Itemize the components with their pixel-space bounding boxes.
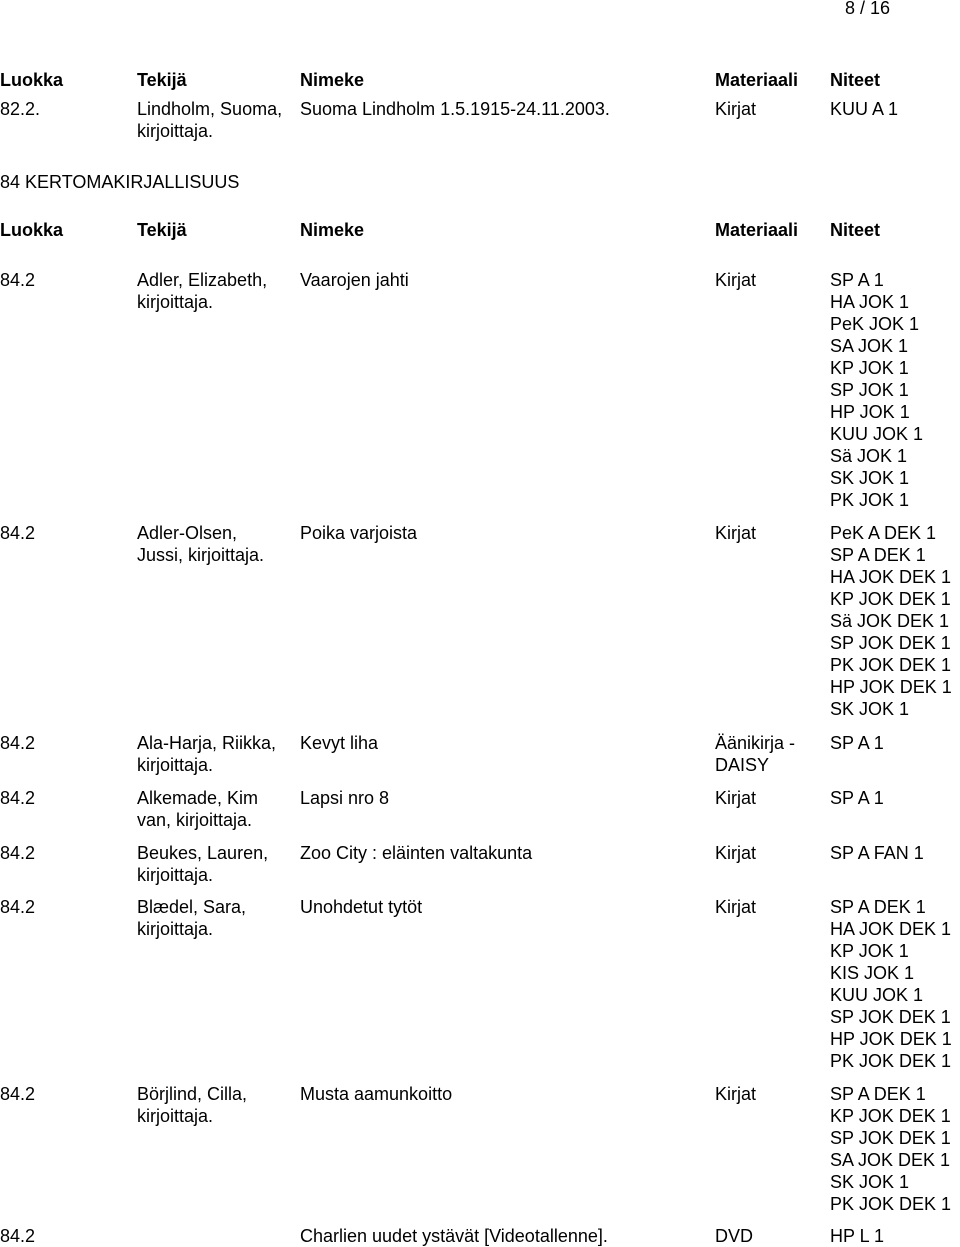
row-niteet-line: PK JOK 1 (830, 490, 910, 510)
row-luokka: 84.2 (0, 897, 36, 917)
row-tekija-line: Beukes, Lauren, (137, 843, 269, 863)
row-niteet-line: SK JOK 1 (830, 1172, 910, 1192)
row-niteet-line: KUU JOK 1 (830, 424, 924, 444)
row-nimeke: Charlien uudet ystävät [Videotallenne]. (300, 1226, 608, 1246)
row-luokka: 84.2 (0, 1084, 36, 1104)
row-niteet-line: HA JOK DEK 1 (830, 919, 952, 939)
row-luokka: 84.2 (0, 788, 36, 808)
row-nimeke: Suoma Lindholm 1.5.1915-24.11.2003. (300, 99, 610, 119)
header-tekija: Tekijä (137, 70, 187, 90)
row-nimeke: Kevyt liha (300, 733, 379, 753)
row-materiaali-line: DAISY (715, 755, 770, 775)
row-niteet-line: HA JOK 1 (830, 292, 910, 312)
row-luokka: 84.2 (0, 733, 36, 753)
row-niteet-line: PK JOK DEK 1 (830, 655, 952, 675)
page-number: 8 / 16 (844, 0, 890, 18)
row-tekija-line: kirjoittaja. (137, 292, 214, 312)
row-tekija-line: Blædel, Sara, (137, 897, 247, 917)
row-materiaali-line: Kirjat (715, 523, 757, 543)
row-luokka: 84.2 (0, 270, 36, 290)
row-niteet (830, 269, 923, 511)
row-tekija-line: Jussi, kirjoittaja. (137, 545, 265, 565)
row-niteet-line: HA JOK DEK 1 (830, 567, 952, 587)
row-niteet (830, 896, 952, 1072)
row-tekija-line: kirjoittaja. (137, 919, 214, 939)
row-materiaali (715, 1225, 753, 1247)
row-niteet-line: HP JOK DEK 1 (830, 677, 952, 697)
row-niteet-line: HP JOK 1 (830, 402, 910, 422)
row-tekija (137, 1083, 247, 1127)
row-niteet-line: PeK A DEK 1 (830, 523, 937, 543)
row-materiaali (715, 842, 756, 864)
row-niteet-line: PK JOK DEK 1 (830, 1194, 952, 1214)
row-materiaali (715, 269, 756, 291)
row-tekija (137, 269, 267, 313)
row-materiaali-line: Kirjat (715, 897, 757, 917)
row-niteet (830, 787, 884, 809)
header-nimeke: Nimeke (300, 70, 365, 90)
row-niteet (830, 1225, 884, 1247)
row-niteet-line: Sä JOK DEK 1 (830, 611, 950, 631)
row-niteet-line: PK JOK DEK 1 (830, 1051, 952, 1071)
row-niteet-line: SP JOK DEK 1 (830, 633, 951, 653)
row-nimeke: Poika varjoista (300, 523, 418, 543)
row-materiaali (715, 1083, 756, 1105)
row-materiaali (715, 522, 756, 544)
row-niteet-line: SP A 1 (830, 270, 884, 290)
row-tekija-line: kirjoittaja. (137, 865, 214, 885)
section-title: 84 KERTOMAKIRJALLISUUS (0, 172, 240, 192)
row-niteet-line: SP JOK DEK 1 (830, 1128, 951, 1148)
row-niteet: KUU A 1 (830, 99, 899, 119)
row-materiaali-line: Kirjat (715, 270, 757, 290)
row-niteet-line: KP JOK DEK 1 (830, 589, 951, 609)
row-tekija-line: Adler-Olsen, (137, 523, 238, 543)
header-materiaali: Materiaali (715, 70, 799, 90)
row-niteet-line: KUU JOK 1 (830, 985, 924, 1005)
row-nimeke: Unohdetut tytöt (300, 897, 423, 917)
row-materiaali-line: DVD (715, 1226, 754, 1246)
row-tekija-line: Ala-Harja, Riikka, (137, 733, 277, 753)
row-niteet (830, 1083, 951, 1215)
header-luokka: Luokka (0, 220, 64, 240)
row-niteet-line: SP A DEK 1 (830, 897, 926, 917)
row-niteet-line: SA JOK DEK 1 (830, 1150, 951, 1170)
row-materiaali: Kirjat (715, 99, 757, 119)
row-materiaali-line: Kirjat (715, 1084, 757, 1104)
row-materiaali (715, 787, 756, 809)
row-niteet-line: PeK JOK 1 (830, 314, 920, 334)
header-niteet: Niteet (830, 70, 881, 90)
header-niteet: Niteet (830, 220, 881, 240)
header-materiaali: Materiaali (715, 220, 799, 240)
header-nimeke: Nimeke (300, 220, 365, 240)
row-niteet-line: SP A DEK 1 (830, 545, 926, 565)
row-nimeke: Musta aamunkoitto (300, 1084, 453, 1104)
row-tekija-line: kirjoittaja. (137, 1106, 214, 1126)
row-materiaali-line: Äänikirja - (715, 733, 796, 753)
row-luokka: 84.2 (0, 1226, 36, 1246)
row-nimeke: Vaarojen jahti (300, 270, 409, 290)
row-niteet-line: KP JOK 1 (830, 941, 909, 961)
row-tekija (137, 732, 276, 776)
row-niteet-line: SK JOK 1 (830, 468, 910, 488)
row-luokka: 82.2. (0, 99, 41, 119)
row-niteet-line: SP JOK 1 (830, 380, 909, 400)
row-luokka: 84.2 (0, 843, 36, 863)
row-tekija: Lindholm, Suoma, kirjoittaja. (137, 99, 283, 141)
row-niteet-line: KIS JOK 1 (830, 963, 915, 983)
row-niteet (830, 522, 952, 720)
row-niteet-line: SP JOK DEK 1 (830, 1007, 951, 1027)
row-tekija-line: van, kirjoittaja. (137, 810, 253, 830)
header-tekija: Tekijä (137, 220, 187, 240)
row-niteet-line: SK JOK 1 (830, 699, 910, 719)
row-tekija (137, 842, 268, 886)
row-tekija-line: Alkemade, Kim (137, 788, 259, 808)
row-materiaali (715, 896, 756, 918)
row-niteet-line: HP L 1 (830, 1226, 885, 1246)
row-niteet (830, 842, 924, 864)
row-niteet-line: KP JOK 1 (830, 358, 909, 378)
row-materiaali-line: Kirjat (715, 843, 757, 863)
row-tekija (137, 787, 258, 831)
row-nimeke: Zoo City : eläinten valtakunta (300, 843, 533, 863)
row-tekija-line: kirjoittaja. (137, 755, 214, 775)
row-niteet-line: SP A FAN 1 (830, 843, 924, 863)
row-niteet-line: HP JOK DEK 1 (830, 1029, 952, 1049)
row-tekija (137, 522, 264, 566)
row-niteet-line: SP A 1 (830, 733, 884, 753)
row-luokka: 84.2 (0, 523, 36, 543)
row-tekija-line: Adler, Elizabeth, (137, 270, 268, 290)
row-niteet (830, 732, 884, 754)
header-luokka: Luokka (0, 70, 64, 90)
row-niteet-line: KP JOK DEK 1 (830, 1106, 951, 1126)
row-tekija-line: Börjlind, Cilla, (137, 1084, 248, 1104)
row-materiaali-line: Kirjat (715, 788, 757, 808)
row-niteet-line: SA JOK 1 (830, 336, 909, 356)
row-nimeke: Lapsi nro 8 (300, 788, 390, 808)
row-niteet-line: Sä JOK 1 (830, 446, 908, 466)
row-niteet-line: SP A 1 (830, 788, 884, 808)
row-tekija (137, 896, 246, 940)
row-niteet-line: SP A DEK 1 (830, 1084, 926, 1104)
row-materiaali (715, 732, 795, 776)
